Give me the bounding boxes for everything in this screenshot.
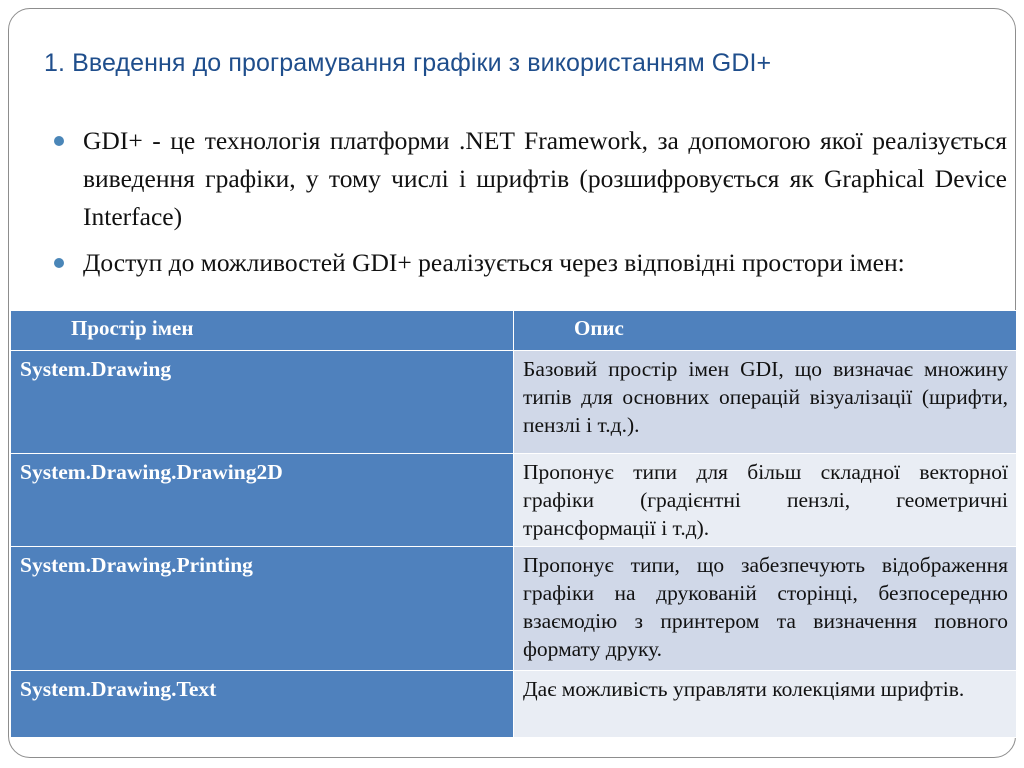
header-description: Опис: [514, 311, 1017, 351]
namespaces-table: [10, 310, 1017, 738]
bullet-text: GDI+ - це технологія платформи .NET Framework, за допомогою якої реалізується виведення графіки, у тому числі і шрифтів (розшифровується як Graphical Device Interface): [83, 126, 1007, 231]
table-row: [11, 547, 1017, 671]
namespace-cell: System.Drawing.Text: [11, 671, 514, 738]
bullet-list: [83, 122, 1007, 290]
namespace-cell: System.Drawing.Printing: [11, 547, 514, 671]
bullet-dot-icon: [54, 136, 64, 146]
namespace-cell: System.Drawing: [11, 351, 514, 454]
table-row: [11, 454, 1017, 547]
bullet-item-namespaces: [83, 244, 1007, 282]
bullet-item-gdi-definition: [83, 122, 1007, 236]
table-header-row: [11, 311, 1017, 351]
bullet-text: Доступ до можливостей GDI+ реалізується через відповідні простори імен:: [83, 248, 905, 277]
description-cell: Базовий простір імен GDI, що визначає множину типів для основних операцій візуалізації (шрифти, пензлі і т.д.).: [514, 351, 1017, 454]
table-row: [11, 351, 1017, 454]
bullet-dot-icon: [54, 258, 64, 268]
description-cell: Пропонує типи для більш складної векторної графіки (градієнтні пензлі, геометричні трансформації і т.д).: [514, 454, 1017, 547]
table-row: [11, 671, 1017, 738]
header-namespace: Простір імен: [11, 311, 514, 351]
description-cell: Пропонує типи, що забезпечують відображення графіки на друкованій сторінці, безпосередню взаємодію з принтером та визначення повного формату друку.: [514, 547, 1017, 671]
namespace-cell: System.Drawing.Drawing2D: [11, 454, 514, 547]
description-cell: Дає можливість управляти колекціями шрифтів.: [514, 671, 1017, 738]
slide-title: 1. Введення до програмування графіки з використанням GDI+: [44, 49, 772, 77]
